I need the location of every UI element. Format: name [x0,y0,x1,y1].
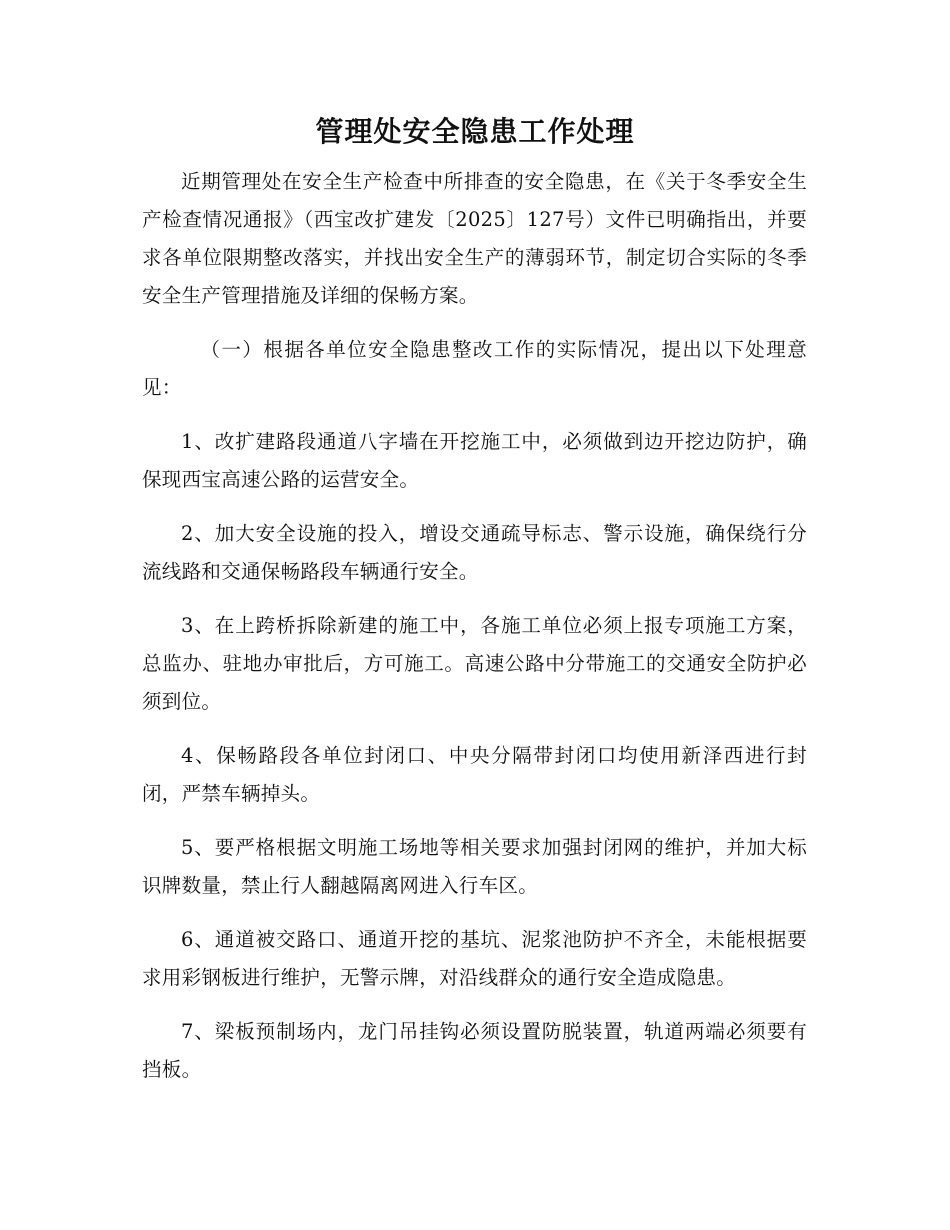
list-item: 3、在上跨桥拆除新建的施工中，各施工单位必须上报专项施工方案，总监办、驻地办审批后，方可施工。高速公路中分带施工的交通安全防护必须到位。 [142,614,807,713]
document-body [142,163,807,1089]
intro-paragraph: 近期管理处在安全生产检查中所排查的安全隐患，在《关于冬季安全生产检查情况通报》（西宝改扩建发〔2025〕127号）文件已明确指出，并要求各单位限期整改落实，并找出安全生产的薄弱环节，制定切合实际的冬季安全生产管理措施及详细的保畅方案。 [142,170,807,307]
list-item: 2、加大安全设施的投入，增设交通疏导标志、警示设施，确保绕行分流线路和交通保畅路段车辆通行安全。 [142,522,807,583]
list-item: 1、改扩建路段通道八字墙在开挖施工中，必须做到边开挖边防护，确保现西宝高速公路的运营安全。 [142,430,807,491]
list-item: 7、梁板预制场内，龙门吊挂钩必须设置防脱装置，轨道两端必须要有挡板。 [142,1020,807,1081]
list-item: 4、保畅路段各单位封闭口、中央分隔带封闭口均使用新泽西进行封闭，严禁车辆掉头。 [142,744,807,805]
list-item: 6、通道被交路口、通道开挖的基坑、泥浆池防护不齐全，未能根据要求用彩钢板进行维护，无警示牌，对沿线群众的通行安全造成隐患。 [142,928,807,989]
section-heading: （一）根据各单位安全隐患整改工作的实际情况，提出以下处理意见： [142,338,807,399]
list-item: 5、要严格根据文明施工场地等相关要求加强封闭网的维护，并加大标识牌数量，禁止行人翻越隔离网进入行车区。 [142,836,807,897]
document-title: 管理处安全隐患工作处理 [315,115,635,148]
